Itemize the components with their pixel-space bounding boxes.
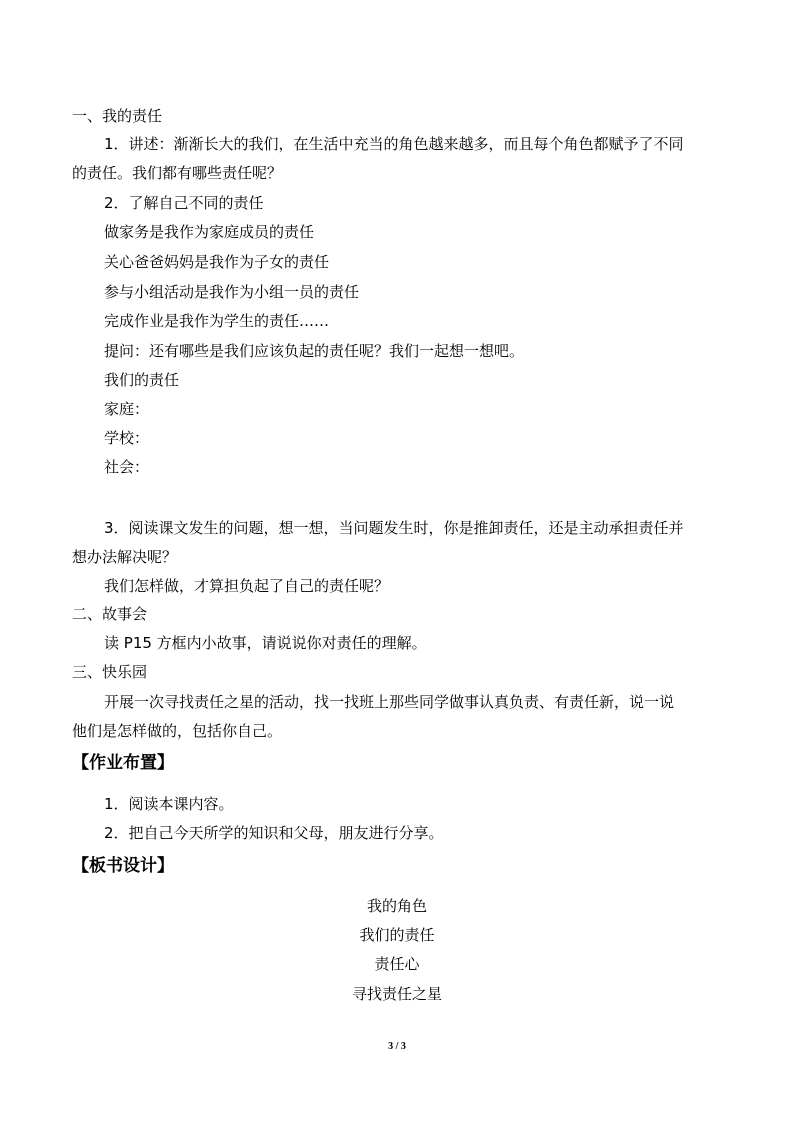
homework-item: 1．阅读本课内容。 <box>104 795 234 813</box>
section1-item3-followup: 我们怎样做，才算担负起了自己的责任呢？ <box>104 577 390 595</box>
field-family: 家庭： <box>104 400 150 418</box>
board-heading: 【板书设计】 <box>72 856 174 876</box>
section3-line2: 他们是怎样做的，包括你自己。 <box>72 722 283 740</box>
section1-item1-line1: 1．讲述：渐渐长大的我们，在生活中充当的角色越来越多，而且每个角色都赋予了不同 <box>104 135 684 153</box>
example-line: 关心爸爸妈妈是我作为子女的责任 <box>104 253 330 271</box>
section3-line1: 开展一次寻找责任之星的活动，找一找班上那些同学做事认真负责、有责任新，说一说 <box>104 693 675 711</box>
section2-text: 读 P15 方框内小故事，请说说你对责任的理解。 <box>104 634 427 652</box>
our-responsibility-label: 我们的责任 <box>104 371 180 389</box>
board-line: 寻找责任之星 <box>351 985 442 1003</box>
board-line: 我们的责任 <box>359 926 435 944</box>
section1-item2-title: 2．了解自己不同的责任 <box>104 194 264 212</box>
example-line: 参与小组活动是我作为小组一员的责任 <box>104 283 360 301</box>
page-number: 3 / 3 <box>388 1041 406 1052</box>
question-line: 提问：还有哪些是我们应该负起的责任呢？我们一起想一想吧。 <box>104 342 525 360</box>
example-line: 完成作业是我作为学生的责任…… <box>104 312 330 330</box>
homework-item: 2．把自己今天所学的知识和父母，朋友进行分享。 <box>104 824 444 842</box>
board-line: 我的角色 <box>366 897 427 915</box>
field-school: 学校： <box>104 429 150 447</box>
field-society: 社会： <box>104 458 150 476</box>
homework-heading: 【作业布置】 <box>72 753 174 773</box>
section1-item3-line1: 3．阅读课文发生的问题，想一想，当问题发生时，你是推卸责任，还是主动承担责任并 <box>104 519 684 537</box>
section1-item3-line2: 想办法解决呢？ <box>72 548 178 566</box>
board-line: 责任心 <box>374 955 420 973</box>
section1-title: 一、我的责任 <box>72 107 163 125</box>
example-line: 做家务是我作为家庭成员的责任 <box>104 223 315 241</box>
section2-title: 二、故事会 <box>72 605 148 623</box>
section3-title: 三、快乐园 <box>72 663 148 681</box>
section1-item1-line2: 的责任。我们都有哪些责任呢？ <box>72 164 283 182</box>
